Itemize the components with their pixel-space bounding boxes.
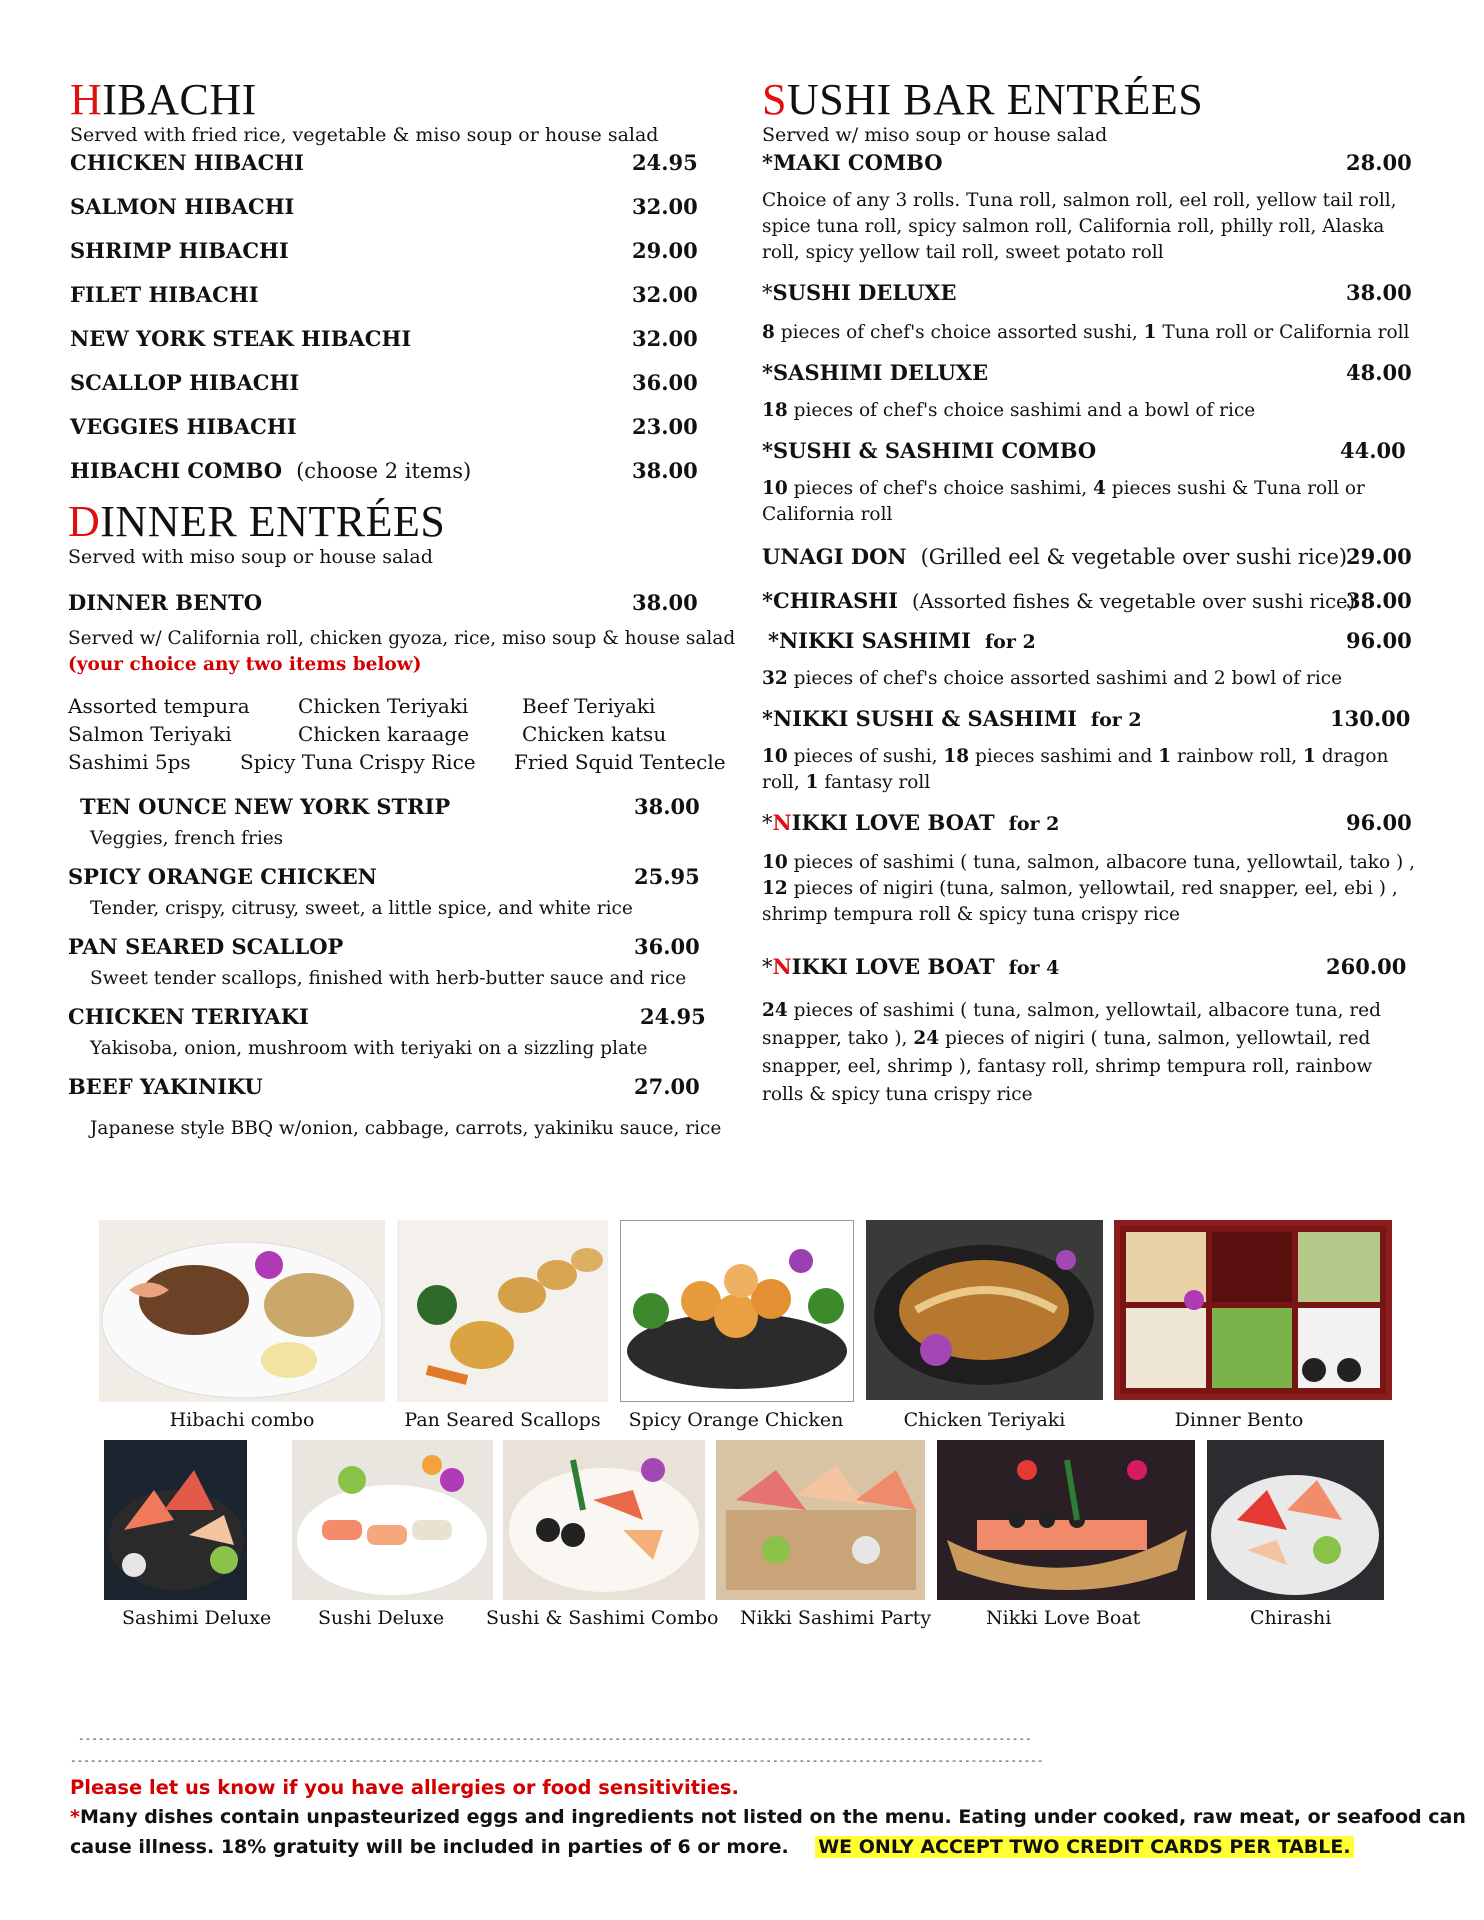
item-desc: spice tuna roll, spicy salmon roll, California roll, philly roll, Alaska xyxy=(762,216,1385,237)
bento-choice: Spicy Tuna Crispy Rice xyxy=(240,750,476,774)
bento-choice: Chicken katsu xyxy=(522,722,667,746)
photo-caption: Sashimi Deluxe xyxy=(122,1607,272,1629)
photo-caption: Chicken Teriyaki xyxy=(903,1409,1066,1431)
bento-choice: Beef Teriyaki xyxy=(522,694,656,718)
menu-item: TEN OUNCE NEW YORK STRIP 38.00 xyxy=(80,794,700,819)
item-desc: snapper, eel, shrimp ), fantasy roll, shrimp tempura roll, rainbow xyxy=(762,1056,1373,1077)
allergy-notice: Please let us know if you have allergies or food sensitivities. xyxy=(70,1776,739,1799)
photo-caption: Pan Seared Scallops xyxy=(404,1409,601,1431)
item-desc: roll, 1 fantasy roll xyxy=(762,772,931,793)
item-desc: Japanese style BBQ w/onion, cabbage, carrots, yakiniku sauce, rice xyxy=(90,1118,722,1139)
chicken-teriyaki-photo xyxy=(866,1220,1103,1400)
menu-item: *NIKKI LOVE BOAT for 2 96.00 xyxy=(762,810,1412,835)
photo-caption: Nikki Sashimi Party xyxy=(740,1607,932,1629)
item-desc: Sweet tender scallops, finished with herb-butter sauce and rice xyxy=(90,968,687,989)
menu-item: *CHIRASHI (Assorted fishes & vegetable over sushi rice) 38.00 xyxy=(762,588,1412,613)
food-warning: *Many dishes contain unpasteurized eggs and ingredients not listed on the menu. Eating under cooked, raw meat, or seafood can xyxy=(70,1806,1466,1828)
menu-item: SALMON HIBACHI 32.00 xyxy=(70,194,698,219)
menu-item: *MAKI COMBO 28.00 xyxy=(762,150,1412,175)
menu-item: *NIKKI LOVE BOAT for 4 260.00 xyxy=(762,954,1407,979)
sushi-sashimi-combo-photo xyxy=(503,1440,705,1600)
gratuity-notice: cause illness. 18% gratuity will be included in parties of 6 or more. WE ONLY ACCEPT TWO CREDIT CARDS PER TABLE. xyxy=(70,1836,1354,1858)
menu-item: BEEF YAKINIKU 27.00 xyxy=(68,1074,700,1099)
item-desc: 32 pieces of chef's choice assorted sashimi and 2 bowl of rice xyxy=(762,668,1343,689)
nikki-sashimi-party-photo xyxy=(716,1440,925,1600)
photo-caption: Dinner Bento xyxy=(1174,1409,1304,1431)
item-desc: 10 pieces of chef's choice sashimi, 4 pieces sushi & Tuna roll or xyxy=(762,478,1365,499)
bento-choice: Salmon Teriyaki xyxy=(68,722,232,746)
sashimi-deluxe-photo xyxy=(104,1440,247,1600)
menu-item: *NIKKI SUSHI & SASHIMI for 2 130.00 xyxy=(762,706,1411,731)
bento-choice: Sashimi 5ps xyxy=(68,750,191,774)
bento-choice: Chicken Teriyaki xyxy=(298,694,469,718)
dashed-divider: --------------------------------------------------------------------------------------------------------------------------------------------------- xyxy=(70,1754,1044,1767)
menu-item: HIBACHI COMBO (choose 2 items) 38.00 xyxy=(70,458,698,483)
sushi-title: SUSHI BAR ENTRÉES xyxy=(762,75,1204,124)
menu-item: CHICKEN HIBACHI 24.95 xyxy=(70,150,698,175)
menu-item: UNAGI DON (Grilled eel & vegetable over sushi rice) 29.00 xyxy=(762,544,1412,569)
credit-card-notice: WE ONLY ACCEPT TWO CREDIT CARDS PER TABLE. xyxy=(815,1836,1353,1858)
photo-caption: Hibachi combo xyxy=(169,1409,315,1431)
menu-item: SPICY ORANGE CHICKEN 25.95 xyxy=(68,864,700,889)
menu-item: PAN SEARED SCALLOP 36.00 xyxy=(68,934,700,959)
bento-choice: Chicken karaage xyxy=(298,722,470,746)
photo-caption: Spicy Orange Chicken xyxy=(628,1409,844,1431)
menu-item: SCALLOP HIBACHI 36.00 xyxy=(70,370,698,395)
menu-item: *SUSHI & SASHIMI COMBO 44.00 xyxy=(762,438,1406,463)
menu-item: SHRIMP HIBACHI 29.00 xyxy=(70,238,698,263)
menu-item: DINNER BENTO 38.00 xyxy=(68,590,698,615)
item-desc: California roll xyxy=(762,504,893,525)
menu-item: *SUSHI DELUXE 38.00 xyxy=(762,280,1412,305)
photo-caption: Sushi Deluxe xyxy=(318,1607,445,1629)
item-desc: Choice of any 3 rolls. Tuna roll, salmon roll, eel roll, yellow tail roll, xyxy=(762,190,1397,211)
hibachi-subtitle: Served with fried rice, vegetable & miso soup or house salad xyxy=(70,124,659,146)
bento-choice-note: (your choice any two items below) xyxy=(68,654,422,675)
item-desc: shrimp tempura roll & spicy tuna crispy rice xyxy=(762,904,1180,925)
item-desc: 24 pieces of sashimi ( tuna, salmon, yellowtail, albacore tuna, red xyxy=(762,1000,1381,1021)
item-desc: roll, spicy yellow tail roll, sweet potato roll xyxy=(762,242,1164,263)
photo-caption: Nikki Love Boat xyxy=(986,1607,1141,1629)
menu-item: *NIKKI SASHIMI for 2 96.00 xyxy=(768,628,1412,653)
item-desc: 10 pieces of sashimi ( tuna, salmon, albacore tuna, yellowtail, tako ) , xyxy=(762,852,1416,873)
bento-desc: Served w/ California roll, chicken gyoza, rice, miso soup & house salad xyxy=(68,628,736,649)
pan-seared-scallops-photo xyxy=(397,1220,608,1402)
menu-item: CHICKEN TERIYAKI 24.95 xyxy=(68,1004,706,1029)
item-desc: rolls & spicy tuna crispy rice xyxy=(762,1084,1033,1105)
dinner-subtitle: Served with miso soup or house salad xyxy=(68,546,433,568)
item-desc: 10 pieces of sushi, 18 pieces sashimi and 1 rainbow roll, 1 dragon xyxy=(762,746,1389,767)
hibachi-combo-photo xyxy=(99,1220,385,1402)
photo-caption: Chirashi xyxy=(1250,1607,1332,1629)
hibachi-title: HIBACHI xyxy=(70,75,257,124)
bento-choice: Assorted tempura xyxy=(68,694,250,718)
item-desc: Yakisoba, onion, mushroom with teriyaki on a sizzling plate xyxy=(90,1038,648,1059)
sushi-deluxe-photo xyxy=(292,1440,493,1600)
item-desc: 18 pieces of chef's choice sashimi and a bowl of rice xyxy=(762,400,1256,421)
item-desc: 12 pieces of nigiri (tuna, salmon, yellowtail, red snapper, eel, ebi ) , xyxy=(762,878,1398,899)
menu-item: *SASHIMI DELUXE 48.00 xyxy=(762,360,1412,385)
dashed-divider: ------------------------------------------------------------------------------------------------------------------------------------------------ xyxy=(78,1732,1032,1745)
chirashi-photo xyxy=(1207,1440,1384,1600)
spicy-orange-chicken-photo xyxy=(620,1220,854,1402)
item-desc: snapper, tako ), 24 pieces of nigiri ( tuna, salmon, yellowtail, red xyxy=(762,1028,1371,1049)
bento-choice: Fried Squid Tentecle xyxy=(514,750,726,774)
menu-item: NEW YORK STEAK HIBACHI 32.00 xyxy=(70,326,698,351)
item-desc: 8 pieces of chef's choice assorted sushi, 1 Tuna roll or California roll xyxy=(762,322,1410,343)
menu-item: FILET HIBACHI 32.00 xyxy=(70,282,698,307)
dinner-bento-photo xyxy=(1114,1220,1392,1400)
nikki-love-boat-photo xyxy=(937,1440,1195,1600)
menu-item: VEGGIES HIBACHI 23.00 xyxy=(70,414,698,439)
dinner-title: DINNER ENTRÉES xyxy=(68,497,446,546)
item-desc: Veggies, french fries xyxy=(90,828,284,849)
item-desc: Tender, crispy, citrusy, sweet, a little spice, and white rice xyxy=(90,898,633,919)
sushi-subtitle: Served w/ miso soup or house salad xyxy=(762,124,1108,146)
photo-caption: Sushi & Sashimi Combo xyxy=(486,1607,719,1629)
